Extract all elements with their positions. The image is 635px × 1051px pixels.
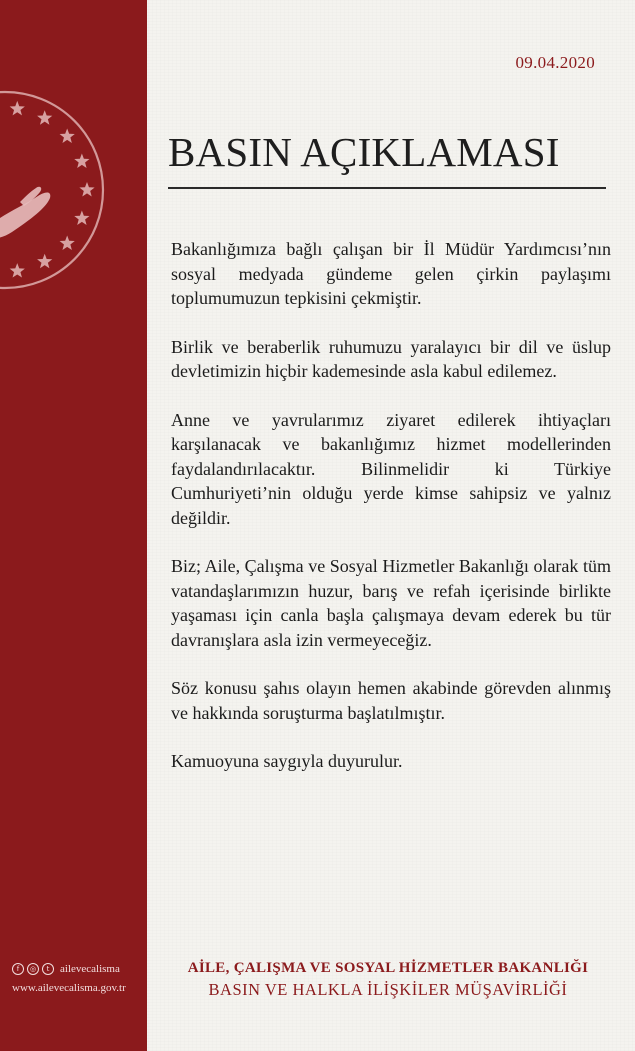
facebook-icon[interactable]: f <box>12 963 24 975</box>
paragraph: Anne ve yavrularımız ziyaret edilerek ihtiyaçları karşılanacak ve bakanlığımız hizmet modellerinden faydalandırılacaktır. Bilinmelidir ki Türkiye Cumhuriyeti’nin olduğu yerde kimse sahipsiz ve yalnız değildir. <box>171 409 611 528</box>
ministry-emblem-icon <box>0 80 110 300</box>
emblem-star <box>10 101 25 115</box>
emblem-star <box>60 235 75 249</box>
emblem-star <box>79 182 94 196</box>
emblem-star <box>74 211 89 225</box>
statement-body <box>171 237 611 798</box>
paragraph: Bakanlığımıza bağlı çalışan bir İl Müdür Yardımcısı’nın sosyal medyada gündeme gelen çirkin paylaşımı toplumumuzun tepkisini çekmiştir. <box>171 239 611 308</box>
paragraph: Birlik ve beraberlik ruhumuzu yaralayıcı bir dil ve üslup devletimizin hiçbir kademesinde asla kabul edilemez. <box>171 336 611 381</box>
page-title: BASIN AÇIKLAMASI <box>168 129 560 175</box>
emblem-star <box>37 110 52 124</box>
document-date: 09.04.2020 <box>515 53 595 72</box>
paragraph: Söz konusu şahıs olayın hemen akabinde görevden alınmış ve hakkında soruşturma başlatılmıştır. <box>171 678 611 723</box>
social-handle: ailevecalisma <box>60 963 120 975</box>
department-name: BASIN VE HALKLA İLİŞKİLER MÜŞAVİRLİĞİ <box>208 980 568 999</box>
ministry-name: AİLE, ÇALIŞMA VE SOSYAL HİZMETLER BAKANLIĞI <box>187 960 589 976</box>
instagram-icon[interactable]: ◎ <box>27 963 39 975</box>
emblem-star <box>37 254 52 268</box>
emblem-star <box>10 263 25 277</box>
paragraph: Biz; Aile, Çalışma ve Sosyal Hizmetler Bakanlığı olarak tüm vatandaşlarımızın huzur, barış ve refah içerisinde birlikte yaşaması için canla başla çalışmaya devam ederek bu tür davranışlara asla izin vermeyeceğiz. <box>171 556 611 650</box>
sidebar <box>0 0 147 1051</box>
paragraph: Kamuoyuna saygıyla duyurulur. <box>171 751 403 771</box>
title-divider <box>168 187 606 189</box>
twitter-icon[interactable]: t <box>42 963 54 975</box>
emblem-star <box>74 153 89 167</box>
emblem-star <box>60 129 75 143</box>
social-links <box>12 962 120 976</box>
website-link[interactable]: www.ailevecalisma.gov.tr <box>12 982 126 994</box>
